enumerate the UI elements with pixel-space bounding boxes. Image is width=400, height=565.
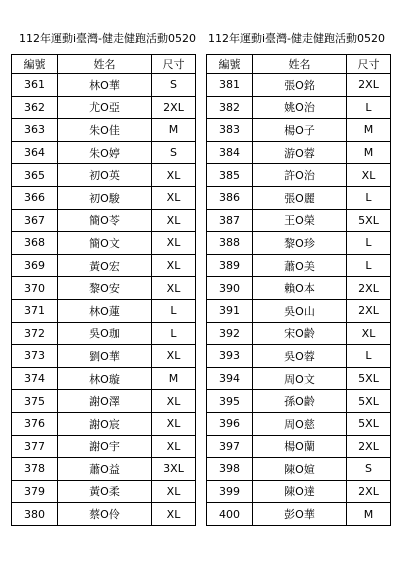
cell-name: 簡O文 — [58, 232, 152, 255]
cell-number: 390 — [207, 277, 253, 300]
cell-number: 398 — [207, 458, 253, 481]
cell-size: 2XL — [347, 435, 391, 458]
cell-name: 張O銘 — [253, 74, 347, 97]
cell-number: 361 — [12, 74, 58, 97]
cell-size: S — [152, 141, 196, 164]
table-row — [207, 96, 391, 119]
cell-name: 蔡O伶 — [58, 503, 152, 526]
cell-name: 謝O宸 — [58, 412, 152, 435]
cell-size: XL — [347, 164, 391, 187]
cell-size: XL — [152, 390, 196, 413]
cell-name: 彭O華 — [253, 503, 347, 526]
table-row — [207, 503, 391, 526]
cell-name: 朱O佳 — [58, 119, 152, 142]
cell-name: 吳O山 — [253, 299, 347, 322]
table-row — [12, 390, 196, 413]
cell-size: 5XL — [347, 412, 391, 435]
table-row — [207, 254, 391, 277]
cell-size: L — [347, 345, 391, 368]
table-row — [207, 119, 391, 142]
cell-size: XL — [152, 503, 196, 526]
table-row — [12, 277, 196, 300]
cell-size: XL — [152, 186, 196, 209]
table-row — [12, 322, 196, 345]
right-header-row — [207, 55, 391, 74]
table-row — [12, 186, 196, 209]
cell-size: XL — [152, 232, 196, 255]
cell-name: 黎O安 — [58, 277, 152, 300]
table-row — [12, 119, 196, 142]
table-row — [207, 299, 391, 322]
cell-size: XL — [152, 254, 196, 277]
cell-size: S — [347, 458, 391, 481]
cell-size: 5XL — [347, 367, 391, 390]
cell-number: 363 — [12, 119, 58, 142]
cell-number: 378 — [12, 458, 58, 481]
table-row — [12, 232, 196, 255]
cell-size: XL — [152, 277, 196, 300]
cell-size: L — [347, 186, 391, 209]
right-table-body — [207, 74, 391, 526]
cell-name: 朱O婷 — [58, 141, 152, 164]
cell-size: M — [152, 119, 196, 142]
cell-name: 陳O達 — [253, 480, 347, 503]
cell-size: 5XL — [347, 209, 391, 232]
cell-name: 蕭O美 — [253, 254, 347, 277]
cell-size: L — [347, 96, 391, 119]
table-row — [12, 254, 196, 277]
cell-name: 林O璇 — [58, 367, 152, 390]
cell-size: M — [347, 503, 391, 526]
table-row — [12, 345, 196, 368]
cell-number: 396 — [207, 412, 253, 435]
cell-number: 373 — [12, 345, 58, 368]
cell-number: 400 — [207, 503, 253, 526]
cell-name: 黎O珍 — [253, 232, 347, 255]
table-row — [207, 412, 391, 435]
cell-number: 379 — [12, 480, 58, 503]
cell-number: 375 — [12, 390, 58, 413]
cell-size: 2XL — [347, 299, 391, 322]
cell-size: M — [347, 141, 391, 164]
cell-name: 楊O子 — [253, 119, 347, 142]
cell-name: 謝O宇 — [58, 435, 152, 458]
cell-number: 366 — [12, 186, 58, 209]
cell-name: 王O榮 — [253, 209, 347, 232]
header-name: 姓名 — [58, 55, 152, 74]
cell-name: 黃O宏 — [58, 254, 152, 277]
table-row — [12, 503, 196, 526]
cell-number: 376 — [12, 412, 58, 435]
table-row — [12, 367, 196, 390]
header-name: 姓名 — [253, 55, 347, 74]
cell-size: 2XL — [347, 74, 391, 97]
header-number: 編號 — [12, 55, 58, 74]
table-row — [207, 232, 391, 255]
cell-name: 周O文 — [253, 367, 347, 390]
cell-size: 2XL — [347, 480, 391, 503]
cell-size: S — [152, 74, 196, 97]
cell-size: XL — [152, 480, 196, 503]
cell-number: 381 — [207, 74, 253, 97]
left-title: 112年運動i臺灣-健走健跑活動0520 — [19, 32, 197, 45]
cell-name: 游O蓉 — [253, 141, 347, 164]
cell-name: 吳O蓉 — [253, 345, 347, 368]
table-row — [207, 74, 391, 97]
cell-number: 377 — [12, 435, 58, 458]
cell-size: XL — [347, 322, 391, 345]
cell-number: 388 — [207, 232, 253, 255]
cell-name: 簡O苓 — [58, 209, 152, 232]
left-table-body — [12, 74, 196, 526]
table-row — [207, 186, 391, 209]
header-number: 編號 — [207, 55, 253, 74]
cell-size: 3XL — [152, 458, 196, 481]
cell-name: 初O駿 — [58, 186, 152, 209]
cell-size: XL — [152, 345, 196, 368]
cell-name: 陳O媗 — [253, 458, 347, 481]
cell-number: 394 — [207, 367, 253, 390]
cell-number: 364 — [12, 141, 58, 164]
cell-number: 397 — [207, 435, 253, 458]
cell-size: 2XL — [152, 96, 196, 119]
cell-name: 吳O珈 — [58, 322, 152, 345]
table-row — [207, 480, 391, 503]
table-row — [12, 435, 196, 458]
right-title: 112年運動i臺灣-健走健跑活動0520 — [208, 32, 386, 45]
cell-number: 380 — [12, 503, 58, 526]
cell-size: XL — [152, 209, 196, 232]
cell-number: 384 — [207, 141, 253, 164]
cell-name: 尤O亞 — [58, 96, 152, 119]
cell-size: L — [347, 254, 391, 277]
table-row — [12, 480, 196, 503]
table-row — [207, 164, 391, 187]
cell-number: 383 — [207, 119, 253, 142]
table-row — [12, 74, 196, 97]
cell-name: 林O蓮 — [58, 299, 152, 322]
cell-number: 368 — [12, 232, 58, 255]
left-header-row — [12, 55, 196, 74]
table-row — [12, 96, 196, 119]
left-panel — [11, 34, 196, 526]
cell-size: L — [152, 299, 196, 322]
cell-number: 365 — [12, 164, 58, 187]
cell-size: XL — [152, 435, 196, 458]
table-row — [207, 209, 391, 232]
table-row — [207, 435, 391, 458]
cell-name: 張O麗 — [253, 186, 347, 209]
cell-number: 395 — [207, 390, 253, 413]
cell-number: 371 — [12, 299, 58, 322]
table-row — [207, 390, 391, 413]
cell-number: 393 — [207, 345, 253, 368]
cell-size: 2XL — [347, 277, 391, 300]
cell-size: XL — [152, 412, 196, 435]
table-row — [207, 367, 391, 390]
cell-number: 374 — [12, 367, 58, 390]
cell-number: 391 — [207, 299, 253, 322]
cell-number: 362 — [12, 96, 58, 119]
cell-size: XL — [152, 164, 196, 187]
cell-number: 369 — [12, 254, 58, 277]
cell-number: 386 — [207, 186, 253, 209]
cell-size: L — [152, 322, 196, 345]
cell-name: 宋O齡 — [253, 322, 347, 345]
left-table — [11, 54, 196, 526]
cell-number: 387 — [207, 209, 253, 232]
cell-size: M — [152, 367, 196, 390]
cell-name: 周O慈 — [253, 412, 347, 435]
cell-size: M — [347, 119, 391, 142]
cell-name: 楊O蘭 — [253, 435, 347, 458]
cell-name: 謝O澤 — [58, 390, 152, 413]
cell-name: 姚O治 — [253, 96, 347, 119]
header-size: 尺寸 — [347, 55, 391, 74]
table-row — [12, 141, 196, 164]
table-row — [207, 345, 391, 368]
cell-size: L — [347, 232, 391, 255]
cell-name: 賴O本 — [253, 277, 347, 300]
cell-number: 367 — [12, 209, 58, 232]
table-row — [12, 299, 196, 322]
cell-name: 初O英 — [58, 164, 152, 187]
right-panel — [206, 34, 391, 526]
cell-name: 許O治 — [253, 164, 347, 187]
table-row — [12, 209, 196, 232]
cell-number: 370 — [12, 277, 58, 300]
cell-number: 389 — [207, 254, 253, 277]
cell-number: 399 — [207, 480, 253, 503]
header-size: 尺寸 — [152, 55, 196, 74]
cell-number: 385 — [207, 164, 253, 187]
table-row — [12, 164, 196, 187]
cell-name: 孫O齡 — [253, 390, 347, 413]
table-row — [207, 141, 391, 164]
table-row — [207, 277, 391, 300]
table-row — [12, 412, 196, 435]
right-table — [206, 54, 391, 526]
cell-size: 5XL — [347, 390, 391, 413]
cell-name: 林O華 — [58, 74, 152, 97]
cell-name: 劉O華 — [58, 345, 152, 368]
cell-name: 蕭O益 — [58, 458, 152, 481]
cell-number: 382 — [207, 96, 253, 119]
table-row — [207, 322, 391, 345]
table-row — [207, 458, 391, 481]
cell-number: 392 — [207, 322, 253, 345]
table-row — [12, 458, 196, 481]
cell-number: 372 — [12, 322, 58, 345]
cell-name: 黃O柔 — [58, 480, 152, 503]
